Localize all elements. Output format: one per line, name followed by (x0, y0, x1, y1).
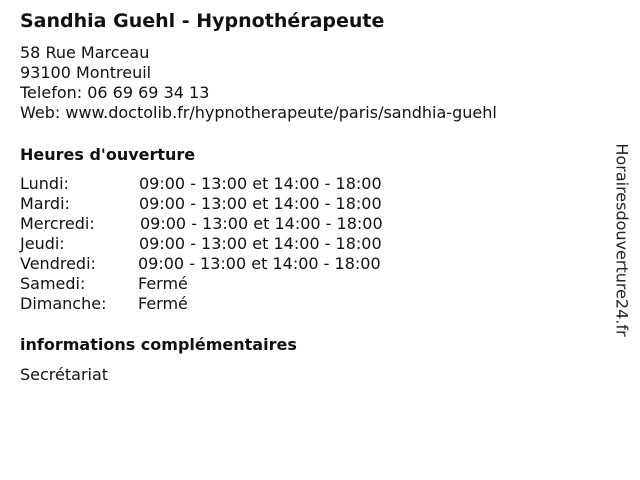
day-hours: 09:00 - 13:00 et 14:00 - 18:00 (139, 194, 382, 213)
day-label: Jeudi: (20, 234, 65, 253)
day-hours: Fermé (138, 274, 188, 293)
additional-info-heading: informations complémentaires (20, 335, 297, 354)
watermark-text: Horairesdouverture24.fr (612, 143, 632, 337)
opening-hours-heading: Heures d'ouverture (20, 145, 196, 164)
day-hours: 09:00 - 13:00 et 14:00 - 18:00 (140, 214, 383, 233)
additional-info-text: Secrétariat (20, 365, 109, 384)
street-address: 58 Rue Marceau (20, 43, 150, 62)
phone-number: Telefon: 06 69 69 34 13 (20, 83, 210, 102)
city-postal: 93100 Montreuil (20, 63, 152, 82)
day-hours: 09:00 - 13:00 et 14:00 - 18:00 (139, 174, 382, 193)
day-hours: 09:00 - 13:00 et 14:00 - 18:00 (139, 234, 382, 253)
day-label: Dimanche: (20, 294, 107, 313)
website-link[interactable]: Web: www.doctolib.fr/hypnotherapeute/paris/sandhia-guehl (20, 103, 497, 122)
day-label: Samedi: (20, 274, 86, 293)
page-title: Sandhia Guehl - Hypnothérapeute (20, 10, 385, 32)
day-hours: 09:00 - 13:00 et 14:00 - 18:00 (138, 254, 381, 273)
address-block (20, 43, 497, 123)
day-label: Lundi: (20, 174, 69, 193)
day-label: Vendredi: (20, 254, 96, 273)
day-label: Mercredi: (20, 214, 95, 233)
day-hours: Fermé (138, 294, 188, 313)
day-label: Mardi: (20, 194, 70, 213)
